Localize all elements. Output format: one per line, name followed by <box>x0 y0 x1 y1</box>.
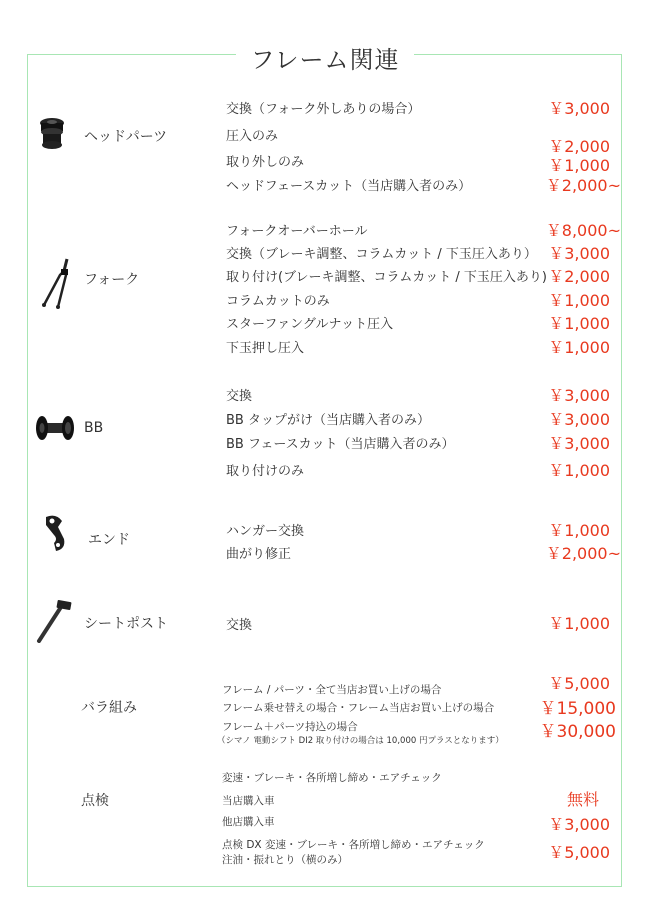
price: 無料 <box>566 790 599 809</box>
price: ￥2,000~ <box>545 176 621 195</box>
price: ￥3,000 <box>548 434 610 453</box>
category-label-inspection: 点検 <box>81 793 109 809</box>
service-item: 交換 <box>226 618 253 633</box>
price: ￥3,000 <box>548 244 610 263</box>
price: ￥3,000 <box>548 410 610 429</box>
service-item: 交換（ブレーキ調整、コラムカット / 下玉圧入あり） <box>226 247 537 262</box>
category-label-assembly: バラ組み <box>81 700 137 716</box>
category-label-fork: フォーク <box>84 272 140 288</box>
category-label-bb: BB <box>84 420 104 436</box>
price: ￥30,000 <box>539 722 616 742</box>
service-note: （シマノ 電動シフト DI2 取り付けの場合は 10,000 円プラスとなります） <box>217 736 504 746</box>
service-item: 取り付け(ブレーキ調整、コラムカット / 下玉圧入あり) <box>226 270 548 285</box>
service-item: フォークオーバーホール <box>226 224 368 239</box>
service-item: 取り外しのみ <box>226 155 305 170</box>
service-item: フレーム / パーツ・全て当店お買い上げの場合 <box>222 684 442 696</box>
price: ￥2,000 <box>548 267 610 286</box>
service-item: 交換（フォーク外しありの場合） <box>226 102 421 117</box>
service-item: ヘッドフェースカット（当店購入者のみ） <box>226 179 472 194</box>
price: ￥1,000 <box>548 156 610 175</box>
service-item: 交換 <box>226 389 253 404</box>
service-item: 注油・振れとり（横のみ） <box>222 854 348 866</box>
service-item: フレーム＋パーツ持込の場合 <box>222 721 358 733</box>
price: ￥5,000 <box>548 674 610 693</box>
service-item: ハンガー交換 <box>226 524 305 539</box>
category-label-seatpost: シートポスト <box>84 616 168 632</box>
service-item: 曲がり修正 <box>226 547 292 562</box>
price: ￥1,000 <box>548 338 610 357</box>
price: ￥1,000 <box>548 314 610 333</box>
price: ￥2,000~ <box>545 544 621 563</box>
service-item: フレーム乗せ替えの場合・フレーム当店お買い上げの場合 <box>222 702 495 714</box>
service-item: BB フェースカット（当店購入者のみ） <box>226 437 455 452</box>
service-item: 取り付けのみ <box>226 464 305 479</box>
service-item: 下玉押し圧入 <box>226 341 305 356</box>
service-item: 他店購入車 <box>222 816 275 828</box>
service-item: 変速・ブレーキ・各所増し締め・エアチェック <box>222 772 442 784</box>
seatpost-icon <box>33 599 73 643</box>
category-label-headparts: ヘッドパーツ <box>84 129 168 145</box>
service-item: 当店購入車 <box>222 795 275 807</box>
price: ￥3,000 <box>548 386 610 405</box>
bottom-bracket-icon <box>34 412 76 444</box>
price: ￥1,000 <box>548 291 610 310</box>
price: ￥1,000 <box>548 461 610 480</box>
price: ￥3,000 <box>548 99 610 118</box>
price: ￥1,000 <box>548 614 610 633</box>
service-item: 点検 DX 変速・ブレーキ・各所増し締め・エアチェック <box>222 839 485 851</box>
price: ￥1,000 <box>548 521 610 540</box>
price: ￥2,000 <box>548 137 610 156</box>
price: ￥8,000~ <box>545 221 621 240</box>
category-label-end: エンド <box>88 532 130 548</box>
price: ￥5,000 <box>548 843 610 862</box>
price: ￥15,000 <box>539 699 616 719</box>
headset-icon <box>38 117 66 151</box>
service-item: スターファングルナット圧入 <box>226 317 394 332</box>
service-item: 圧入のみ <box>226 129 279 144</box>
derailleur-hanger-icon <box>40 513 70 553</box>
service-item: BB タップがけ（当店購入者のみ） <box>226 413 430 428</box>
fork-icon <box>34 257 74 309</box>
price: ￥3,000 <box>548 815 610 834</box>
service-item: コラムカットのみ <box>226 294 330 309</box>
page-title: フレーム関連 <box>0 40 650 75</box>
